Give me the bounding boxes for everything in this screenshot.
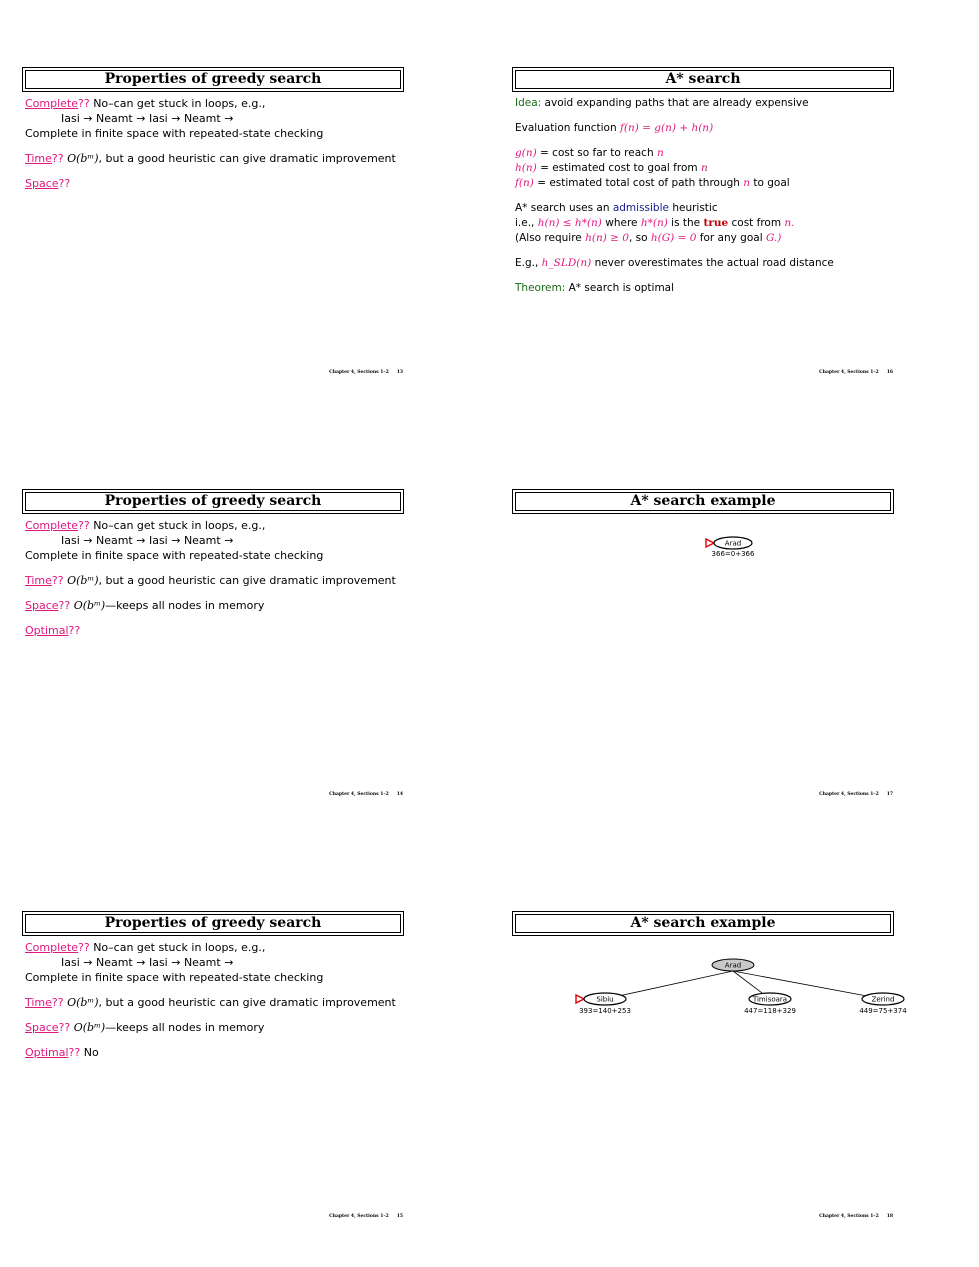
complete-para: [25, 518, 405, 563]
n-symbol: n: [656, 147, 664, 159]
time-complexity: O(bᵐ): [67, 574, 99, 587]
slide-footer: [329, 792, 403, 797]
page-number: 14: [396, 792, 403, 797]
complete-answer: No–can get stuck in loops, e.g.,: [93, 97, 266, 110]
slide-15: [25, 914, 403, 1244]
n-symbol: n: [743, 177, 751, 189]
space-label: Space: [25, 177, 59, 190]
time-label: Time: [25, 996, 52, 1009]
loop-example: Iasi → Neamt → Iasi → Neamt →: [61, 534, 234, 547]
evaluation-para: [515, 121, 895, 136]
slide-footer: [819, 370, 893, 375]
idea-text: avoid expanding paths that are already expensive: [544, 97, 809, 109]
complete-label: Complete: [25, 519, 79, 532]
footer-chapter: Chapter 4, Sections 1–2: [329, 370, 389, 375]
node-arad-label: Arad: [724, 539, 742, 548]
time-para: [25, 995, 405, 1010]
question-marks: ??: [51, 574, 64, 587]
complete-para: [25, 940, 405, 985]
n-symbol: n: [700, 162, 708, 174]
h-symbol: h(n): [515, 162, 537, 174]
evaluation-label: Evaluation function: [515, 122, 617, 134]
question-marks: ??: [78, 941, 90, 954]
ie-prefix: i.e.,: [515, 217, 535, 229]
node-sibiu-cost: 393=140+253: [579, 1007, 631, 1015]
theorem-text: A* search is optimal: [568, 282, 675, 294]
space-text: —keeps all nodes in memory: [105, 599, 265, 612]
complete-label: Complete: [25, 97, 79, 110]
slide-16: [515, 70, 893, 400]
current-node-pointer-icon: [706, 539, 714, 547]
time-complexity: O(bᵐ): [67, 996, 99, 1009]
page-number: 18: [886, 1214, 893, 1219]
space-complexity: O(bᵐ): [73, 1021, 106, 1034]
loop-example: Iasi → Neamt → Iasi → Neamt →: [61, 112, 234, 125]
time-text: , but a good heuristic can give dramatic improvement: [98, 574, 396, 587]
question-marks: ??: [68, 624, 81, 637]
space-label: Space: [25, 1021, 59, 1034]
footer-chapter: Chapter 4, Sections 1–2: [819, 370, 879, 375]
time-label: Time: [25, 574, 52, 587]
admissible-term: admissible: [612, 202, 669, 214]
time-complexity: O(bᵐ): [67, 152, 99, 165]
node-arad-label: Arad: [724, 961, 742, 970]
nonneg-formula: h(n) ≥ 0: [585, 232, 629, 244]
eg-prefix: E.g.,: [515, 257, 539, 269]
optimal-label: Optimal: [25, 624, 69, 637]
space-complexity: O(bᵐ): [73, 599, 106, 612]
finite-space-note: Complete in finite space with repeated-state checking: [25, 971, 324, 984]
complete-para: [25, 96, 405, 141]
slide-body: [515, 96, 895, 306]
optimal-para: [25, 1045, 405, 1060]
evaluation-formula: f(n) = g(n) + h(n): [619, 122, 714, 134]
question-marks: ??: [58, 1021, 71, 1034]
node-timisoara-cost: 447=118+329: [744, 1007, 796, 1015]
f-definition: = estimated total cost of path through: [537, 177, 740, 189]
cost-from-text: cost from: [731, 217, 782, 229]
node-zerind-label: Zerind: [871, 995, 895, 1004]
complete-answer: No–can get stuck in loops, e.g.,: [93, 519, 266, 532]
footer-chapter: Chapter 4, Sections 1–2: [329, 792, 389, 797]
definitions-para: [515, 146, 895, 191]
slide-title: A* search example: [630, 915, 776, 931]
idea-label: Idea:: [515, 97, 542, 109]
slide-17: [515, 492, 893, 822]
question-marks: ??: [78, 97, 90, 110]
slide-title-box: [515, 914, 891, 933]
page-number: 13: [396, 370, 403, 375]
footer-chapter: Chapter 4, Sections 1–2: [819, 792, 879, 797]
slide-18: [515, 914, 907, 1244]
slide-title-box: [25, 914, 401, 933]
space-para: [25, 176, 405, 191]
slide-title-box: [515, 492, 891, 511]
question-marks: ??: [58, 599, 71, 612]
time-para: [25, 573, 405, 588]
also-prefix: (Also require: [515, 232, 582, 244]
slide-body: [25, 96, 405, 201]
slide-footer: [819, 792, 893, 797]
question-marks: ??: [78, 519, 90, 532]
edge-arad-sibiu: [605, 971, 733, 999]
g-symbol: g(n): [515, 147, 537, 159]
slide-footer: [329, 1214, 403, 1219]
astar-text: A* search uses an: [515, 202, 610, 214]
slide-title-box: [515, 70, 891, 89]
optimal-answer: No: [83, 1046, 99, 1059]
slide-title-box: [25, 492, 401, 511]
slide-title: Properties of greedy search: [104, 71, 322, 87]
question-marks: ??: [51, 152, 64, 165]
complete-answer: No–can get stuck in loops, e.g.,: [93, 941, 266, 954]
slide-footer: [819, 1214, 893, 1219]
heuristic-word: heuristic: [672, 202, 718, 214]
finite-space-note: Complete in finite space with repeated-state checking: [25, 127, 324, 140]
question-marks: ??: [58, 177, 71, 190]
theorem-label: Theorem:: [515, 282, 566, 294]
hsld-symbol: h_SLD(n): [541, 257, 592, 269]
true-emphasis: true: [703, 217, 729, 229]
slide-title: A* search example: [630, 493, 776, 509]
page-number: 15: [396, 1214, 403, 1219]
complete-label: Complete: [25, 941, 79, 954]
admissible-para: [515, 201, 895, 246]
finite-space-note: Complete in finite space with repeated-state checking: [25, 549, 324, 562]
f-definition-end: to goal: [753, 177, 790, 189]
g-goal-symbol: G.): [765, 232, 782, 244]
optimal-para: [25, 623, 405, 638]
question-marks: ??: [51, 996, 64, 1009]
time-para: [25, 151, 405, 166]
loop-example: Iasi → Neamt → Iasi → Neamt →: [61, 956, 234, 969]
current-node-pointer-icon: [576, 995, 584, 1003]
time-text: , but a good heuristic can give dramatic improvement: [98, 152, 396, 165]
space-para: [25, 1020, 405, 1035]
example-para: [515, 256, 895, 271]
question-marks: ??: [68, 1046, 81, 1059]
g-definition: = cost so far to reach: [540, 147, 654, 159]
slide-title-box: [25, 70, 401, 89]
slide-title: Properties of greedy search: [104, 915, 322, 931]
slide-body: [25, 940, 405, 1070]
f-symbol: f(n): [515, 177, 534, 189]
so-text: , so: [628, 232, 648, 244]
slide-title: A* search: [665, 71, 741, 87]
goal-formula: h(G) = 0: [650, 232, 697, 244]
space-label: Space: [25, 599, 59, 612]
node-sibiu-label: Sibiu: [596, 995, 614, 1004]
idea-para: [515, 96, 895, 111]
time-text: , but a good heuristic can give dramatic improvement: [98, 996, 396, 1009]
slide-body: [25, 518, 405, 648]
slide-footer: [329, 370, 403, 375]
theorem-para: [515, 281, 895, 296]
page-number: 17: [886, 792, 893, 797]
slide-14: [25, 492, 403, 822]
space-para: [25, 598, 405, 613]
node-arad-cost: 366=0+366: [711, 550, 755, 558]
node-timisoara-label: Timisoara: [752, 995, 788, 1004]
time-label: Time: [25, 152, 52, 165]
for-any-goal-text: for any goal: [699, 232, 763, 244]
admissibility-formula: h(n) ≤ h*(n): [537, 217, 602, 229]
is-the-text: is the: [671, 217, 701, 229]
where-word: where: [605, 217, 638, 229]
slide-13: [25, 70, 403, 400]
h-definition: = estimated cost to goal from: [540, 162, 698, 174]
search-tree: [515, 934, 955, 1024]
node-zerind-cost: 449=75+374: [859, 1007, 907, 1015]
optimal-label: Optimal: [25, 1046, 69, 1059]
n-symbol: n.: [784, 217, 795, 229]
slide-title: Properties of greedy search: [104, 493, 322, 509]
eg-text: never overestimates the actual road distance: [594, 257, 834, 269]
footer-chapter: Chapter 4, Sections 1–2: [819, 1214, 879, 1219]
search-tree: [515, 512, 955, 572]
hstar-symbol: h*(n): [640, 217, 668, 229]
footer-chapter: Chapter 4, Sections 1–2: [329, 1214, 389, 1219]
space-text: —keeps all nodes in memory: [105, 1021, 265, 1034]
page-number: 16: [886, 370, 893, 375]
